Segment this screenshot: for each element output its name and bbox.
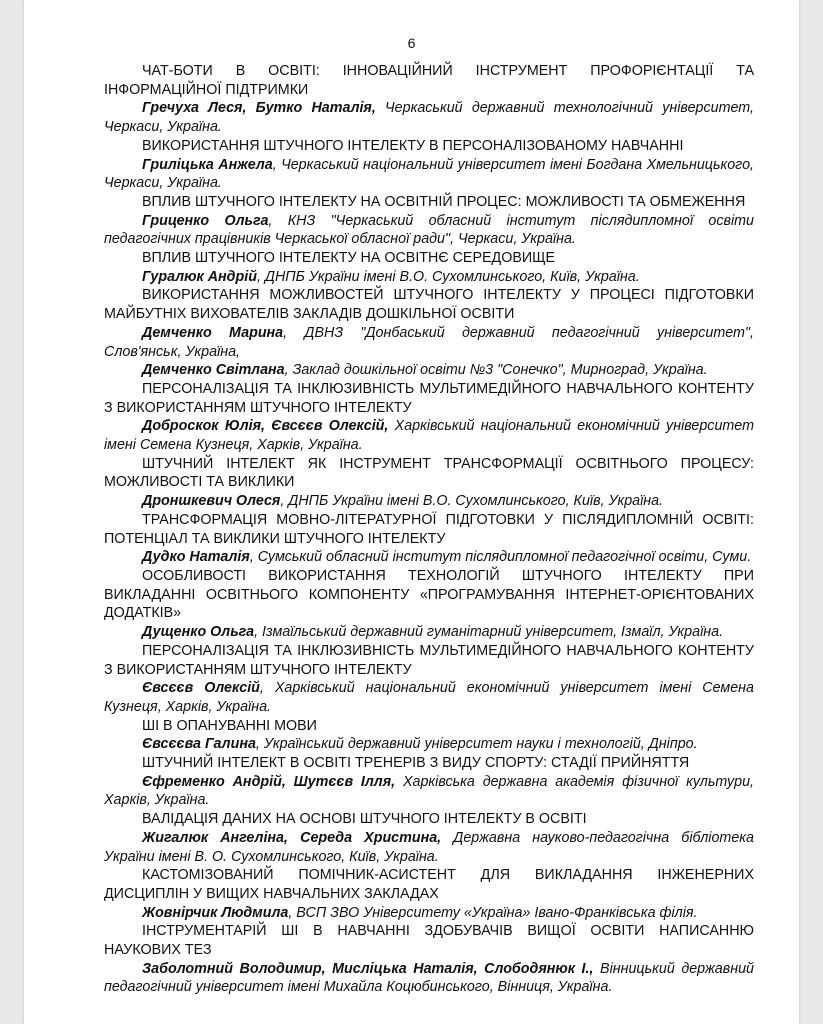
entry-title: ШІ В ОПАНУВАННІ МОВИ <box>142 717 317 734</box>
author-affiliation: , Український державний університет науки і технологій, Дніпро. <box>255 736 698 753</box>
program-entry <box>104 810 754 866</box>
author-affiliation: Черкаський державний технологічний університет, Черкаси, Україна. <box>104 100 754 136</box>
entry-title: ПЕРСОНАЛІЗАЦІЯ ТА ІНКЛЮЗИВНІСТЬ МУЛЬТИМЕДІЙНОГО НАВЧАЛЬНОГО КОНТЕНТУ З ВИКОРИСТАННЯМ ШТУЧНОГО ІНТЕЛЕКТУ <box>104 642 754 678</box>
entry-authors <box>104 679 754 716</box>
author-affiliation: , ВСП ЗВО Університету «Україна» Івано-Франківська філія. <box>288 904 698 921</box>
program-entry <box>104 717 754 754</box>
program-entry <box>104 922 754 997</box>
entry-title: ШТУЧНИЙ ІНТЕЛЕКТ ЯК ІНСТРУМЕНТ ТРАНСФОРМАЦІЇ ОСВІТНЬОГО ПРОЦЕСУ: МОЖЛИВОСТІ ТА ВИКЛИКИ <box>104 455 754 491</box>
author-affiliation: , Черкаський національний університет імені Богдана Хмельницького, Черкаси, Україна. <box>104 156 754 192</box>
entry-title: ОСОБЛИВОСТІ ВИКОРИСТАННЯ ТЕХНОЛОГІЙ ШТУЧНОГО ІНТЕЛЕКТУ ПРИ ВИКЛАДАННІ ОСВІТНЬОГО КОМПОНЕНТУ «ПРОГРАМУВАННЯ ІНТЕРНЕТ-ОРІЄНТОВАНИХ ДОДАТКІВ» <box>104 567 754 622</box>
author-names: Демченко Світлана <box>142 362 285 379</box>
entry-authors <box>104 99 754 136</box>
page-number: 6 <box>407 35 416 51</box>
entry-title: ВАЛІДАЦІЯ ДАНИХ НА ОСНОВІ ШТУЧНОГО ІНТЕЛЕКТУ В ОСВІТІ <box>142 811 587 828</box>
entry-title: ВПЛИВ ШТУЧНОГО ІНТЕЛЕКТУ НА ОСВІТНІЙ ПРОЦЕС: МОЖЛИВОСТІ ТА ОБМЕЖЕННЯ <box>142 193 746 210</box>
author-names: Євсєєва Галина <box>142 736 256 753</box>
author-names: Дудко Наталія <box>142 549 250 566</box>
program-entry <box>104 62 754 137</box>
author-affiliation: , ДНПБ України імені В.О. Сухомлинського, Київ, Україна. <box>256 268 640 285</box>
entry-title: ВПЛИВ ШТУЧНОГО ІНТЕЛЕКТУ НА ОСВІТНЄ СЕРЕДОВИЩЕ <box>142 250 556 267</box>
program-entry <box>104 866 754 922</box>
entry-authors <box>104 623 754 642</box>
entry-authors <box>104 773 754 810</box>
program-entry <box>104 511 754 567</box>
entry-title: ІНСТРУМЕНТАРІЙ ШІ В НАВЧАННІ ЗДОБУВАЧІВ ВИЩОЇ ОСВІТИ НАПИСАННЮ НАУКОВИХ ТЕЗ <box>104 923 754 959</box>
author-affiliation: , ДВНЗ "Донбаський державний педагогічний університет", Слов'янськ, Україна, <box>104 324 754 360</box>
author-names: Демченко Марина <box>142 324 284 341</box>
author-names: Жигалюк Ангеліна, Середа Христина, <box>142 829 442 846</box>
author-affiliation: , Ізмаїльський державний гуманітарний університет, Ізмаїл, Україна. <box>254 624 724 641</box>
entry-title: ЧАТ-БОТИ В ОСВІТІ: ІННОВАЦІЙНИЙ ІНСТРУМЕНТ ПРОФОРІЄНТАЦІЇ ТА ІНФОРМАЦІЙНОЇ ПІДТРИМКИ <box>104 63 754 98</box>
author-names: Доброскок Юлія, Євсєєв Олексій, <box>142 418 389 435</box>
author-names: Гриценко Ольга <box>142 212 269 229</box>
program-entry <box>104 567 754 642</box>
entry-authors <box>104 361 754 380</box>
entry-authors <box>104 904 754 923</box>
author-names: Дроншкевич Олеся <box>142 493 281 510</box>
author-names: Жовнірчик Людмила <box>142 904 289 921</box>
entry-authors <box>104 156 754 193</box>
program-entry <box>104 286 754 380</box>
program-entry <box>104 137 754 193</box>
author-names: Євсєєв Олексій <box>142 680 260 697</box>
entry-title: ПЕРСОНАЛІЗАЦІЯ ТА ІНКЛЮЗИВНІСТЬ МУЛЬТИМЕДІЙНОГО НАВЧАЛЬНОГО КОНТЕНТУ З ВИКОРИСТАННЯМ ШТУЧНОГО ІНТЕЛЕКТУ <box>104 380 754 416</box>
entry-title: ТРАНСФОРМАЦІЯ МОВНО-ЛІТЕРАТУРНОЇ ПІДГОТОВКИ У ПІСЛЯДИПЛОМНІЙ ОСВІТІ: ПОТЕНЦІАЛ ТА ВИКЛИКИ ШТУЧНОГО ІНТЕЛЕКТУ <box>104 511 754 547</box>
entry-title: ШТУЧНИЙ ІНТЕЛЕКТ В ОСВІТІ ТРЕНЕРІВ З ВИДУ СПОРТУ: СТАДІЇ ПРИЙНЯТТЯ <box>142 755 690 772</box>
author-affiliation: , КНЗ "Черкаський обласний інститут післядипломної освіти педагогічних працівників Черкаської обласної ради", Черкаси, Україна. <box>104 212 754 248</box>
author-affiliation: , Заклад дошкільної освіти №3 "Сонечко", Мирноград, Україна. <box>284 362 708 379</box>
entry-title: ВИКОРИСТАННЯ МОЖЛИВОСТЕЙ ШТУЧНОГО ІНТЕЛЕКТУ У ПРОЦЕСІ ПІДГОТОВКИ МАЙБУТНІХ ВИХОВАТЕЛІВ ЗАКЛАДІВ ДОШКІЛЬНОЇ ОСВІТИ <box>104 287 754 323</box>
program-entry <box>104 754 754 810</box>
author-names: Заболотний Володимир, Мисліцька Наталія, Слободянюк І., <box>142 960 594 977</box>
author-affiliation: , Харківський національний економічний університет імені Семена Кузнеця, Харків, Україна. <box>104 680 754 715</box>
author-affiliation: Харківська державна академія фізичної культури, Харків, Україна. <box>104 773 755 809</box>
document-page <box>24 0 799 1024</box>
entry-authors <box>104 829 754 866</box>
entry-authors <box>104 548 754 567</box>
entry-authors <box>104 960 754 997</box>
program-entry <box>104 380 754 455</box>
program-list <box>104 62 754 997</box>
author-names: Єфременко Андрій, Шутєєв Ілля, <box>142 773 396 790</box>
entry-title: КАСТОМІЗОВАНИЙ ПОМІЧНИК-АСИСТЕНТ ДЛЯ ВИКЛАДАННЯ ІНЖЕНЕРНИХ ДИСЦИПЛІН У ВИЩИХ НАВЧАЛЬНИХ ЗАКЛАДАХ <box>104 867 754 902</box>
author-names: Дущенко Ольга <box>142 624 255 641</box>
program-entry <box>104 249 754 286</box>
entry-authors <box>104 324 754 361</box>
entry-authors <box>104 268 754 287</box>
entry-authors <box>104 735 754 754</box>
program-entry <box>104 455 754 511</box>
author-names: Гуралюк Андрій <box>142 268 257 285</box>
author-affiliation: , ДНПБ України імені В.О. Сухомлинського, Київ, Україна. <box>280 493 664 510</box>
author-affiliation: , Сумський обласний інститут післядипломної педагогічної освіти, Суми. <box>249 549 752 566</box>
author-affiliation: Державна науково-педагогічна бібліотека України імені В. О. Сухомлинського, Київ, Україна. <box>104 829 754 865</box>
entry-title: ВИКОРИСТАННЯ ШТУЧНОГО ІНТЕЛЕКТУ В ПЕРСОНАЛІЗОВАНОМУ НАВЧАННІ <box>142 137 684 154</box>
author-affiliation: Харківський національний економічний університет імені Семена Кузнеця, Харків, Україна. <box>104 418 754 454</box>
program-entry <box>104 193 754 249</box>
author-affiliation: Вінницький державний педагогічний університет імені Михайла Коцюбинського, Вінниця, Україна. <box>104 960 754 996</box>
author-names: Гриліцька Анжела <box>142 156 273 173</box>
author-names: Гречуха Леся, Бутко Наталія, <box>142 100 376 117</box>
entry-authors <box>104 492 754 511</box>
entry-authors <box>104 417 754 454</box>
entry-authors <box>104 212 754 249</box>
program-entry <box>104 642 754 717</box>
